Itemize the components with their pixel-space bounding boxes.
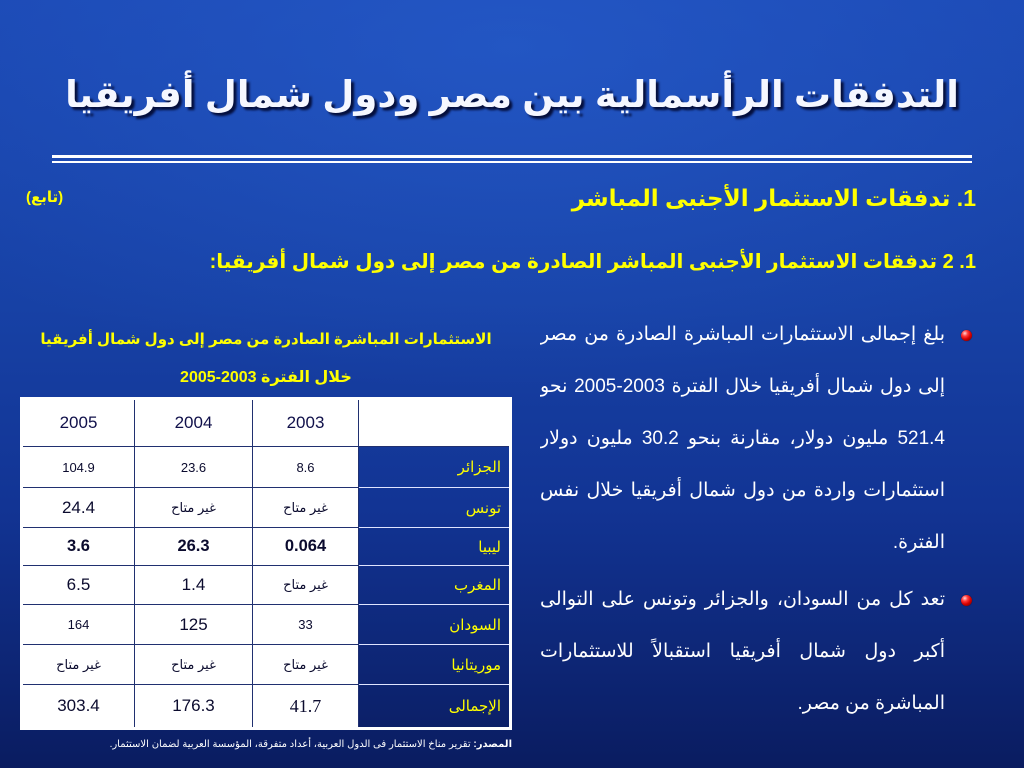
section-heading: 1. تدفقات الاستثمار الأجنبى المباشر [571,185,976,211]
slide-title: التدفقات الرأسمالية بين مصر ودول شمال أفريقيا [65,74,959,115]
bullet-text: بلغ إجمالى الاستثمارات المباشرة الصادرة من مصر إلى دول شمال أفريقيا خلال الفترة 2003-2005 نحو 521.4 مليون دولار، مقارنة بنحو 30.2 مليون دولار استثمارات واردة من دول شمال أفريقيا خلال نفس الفترة. [540,324,945,553]
table-row [23,645,509,685]
table-caption-line: الاستثمارات المباشرة الصادرة من مصر إلى دول شمال أفريقيا [40,331,492,348]
value-cell: غير متاح [253,488,359,528]
table-header-row [23,400,509,447]
bullet-text: تعد كل من السودان، والجزائر وتونس على التوالى أكبر دول شمال أفريقيا استقبالاً للاستثمارات المباشرة من مصر. [540,589,945,714]
value-cell: غير متاح [135,645,253,685]
table-caption-period: خلال الفترة 2003-2005 [180,369,352,386]
value-cell: 104.9 [23,447,135,488]
value-cell: 0.064 [253,528,359,566]
value-cell: 6.5 [23,566,135,605]
country-cell: تونس [359,488,509,528]
value-cell: 303.4 [23,685,135,727]
value-cell: 125 [135,605,253,645]
table-row [23,528,509,566]
subsection-heading: 1. 2 تدفقات الاستثمار الأجنبى المباشر الصادرة من مصر إلى دول شمال أفريقيا: [209,251,976,273]
value-cell: 164 [23,605,135,645]
value-cell: 23.6 [135,447,253,488]
country-cell: ليبيا [359,528,509,566]
value-cell: 1.4 [135,566,253,605]
table-row [23,566,509,605]
investment-table [20,397,512,730]
value-cell: 33 [253,605,359,645]
table-row [23,447,509,488]
value-cell: 41.7 [253,685,359,727]
value-cell: غير متاح [135,488,253,528]
bullet-item [540,309,975,574]
source-note [8,737,512,753]
value-cell: 24.4 [23,488,135,528]
country-cell: السودان [359,605,509,645]
header-cell-2005: 2005 [23,400,135,447]
red-bullet-icon [961,330,972,341]
value-cell: 8.6 [253,447,359,488]
value-cell: غير متاح [23,645,135,685]
red-bullet-icon [961,595,972,606]
country-cell: المغرب [359,566,509,605]
table-total-row [23,685,509,727]
source-label: المصدر: [473,739,512,750]
title-divider [52,155,972,163]
header-cell-country [359,400,509,447]
value-cell: 26.3 [135,528,253,566]
value-cell: غير متاح [253,645,359,685]
header-cell-2004: 2004 [135,400,253,447]
continued-label: (تابع) [26,189,64,206]
table-row [23,488,509,528]
country-cell: موريتانيا [359,645,509,685]
country-cell: الجزائر [359,447,509,488]
value-cell: 176.3 [135,685,253,727]
value-cell: غير متاح [253,566,359,605]
table-row [23,605,509,645]
value-cell: 3.6 [23,528,135,566]
bullet-item [540,574,975,754]
source-text: تقرير مناخ الاستثمار فى الدول العربية، أعداد متفرقة، المؤسسة العربية لضمان الاستثمار. [109,739,471,750]
header-cell-2003: 2003 [253,400,359,447]
country-cell: الإجمالى [448,698,501,715]
